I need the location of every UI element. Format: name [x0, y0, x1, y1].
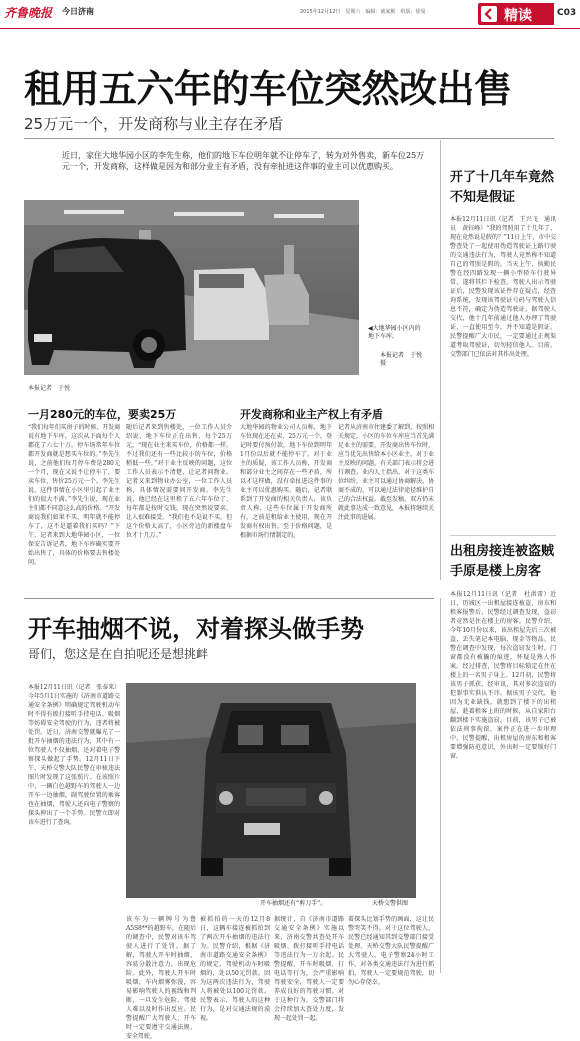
column-divider [440, 140, 441, 580]
main-lead: 近日，家住大地华园小区的李先生称，他们的地下车位明年就不让停车了，转为对外售卖，新车位25万元一个，开发商称，这样做是因为和部分业主有矛盾，没有牵扯进这件事的业主可以优惠购买。 [62, 151, 425, 171]
main-col3-head: 开发商称和业主产权上有矛盾 [240, 408, 383, 421]
side-story-1-text: 本报12月11日讯（记者 王兴飞 通讯员 黄钰峰）“我的驾照用了十几年了，现在竟然说是假的？”11日上午，市中交警查处了一起使用伪造驾驶证上路行驶的交通违法行为，驾驶人竟然称不知道自己的驾照是假的。当天上午，执勤民警在经四路发现一辆小型轿车行驶异常，遂将其拦下检查。驾驶人出示驾驶证后，民警发现该证件存在疑点，经查询系统，发现该驾驶证号码与驾驶人信息不符，确定为伪造驾驶证。据驾驶人交代，他十几年前通过他人办理了驾驶证，一直使用至今，并不知道是假证。民警提醒广大市民，一定要通过正规渠道考取驾驶证，切勿轻信他人。目前，交警部门已依法对其作出处理。 [450, 216, 556, 358]
headline-rule [24, 138, 554, 139]
masthead-rule [0, 28, 580, 29]
page-number: C03 [557, 8, 577, 18]
side-story-2-headline: 出租房接连被盗贼手原是楼上房客 [450, 544, 555, 579]
main-col1-head: 一月280元的车位，要卖25万 [28, 408, 177, 421]
garage-photo-reporter: 本报记者 于悦 摄 [380, 352, 429, 367]
smoking-driver-photo [126, 683, 416, 898]
masthead [0, 0, 580, 30]
main-col2-text: 随后记者来到售楼处，一位工作人员介绍说，地下车位正在出售，每个25万元，“现在业主来买车位，价格都一样。不过我们还有一些比较小的车位，价格稍低一些。”对于业主反映的问题，这位工作人员表示不清楚，让记者问物业。记者又来到物业办公室，一位工作人员称，具体情况需要问开发商。李先生说，他已经在这里租了五六年车位了，每年都是按时交钱，现在突然说要卖，让人很难接受。“我们也不是说不买，但这个价格太高了，小区旁边的新楼盘车位才十几万。” [126, 424, 232, 539]
main-col3-text: 大地华园的物业公司人员称，地下车位现在还在卖，25万元一个，登记时要付预付款，地下车位到明年1月份以后就不能停车了。对于业主的质疑，该工作人员称，开发商和部分业主之间存在一些矛盾，所以才这样做，没有牵扯进这件事的业主可以优惠购买。随后，记者联系到了开发商的相关负责人，该负责人称，这些车位属于开发商所有，之前是租给业主使用，现在开发商有权出售。至于价格问题，是根据市场行情制定的。 [240, 424, 332, 539]
lower-column-divider [440, 598, 441, 973]
column-label: 精读 [504, 8, 532, 24]
second-col1-text: 本报12月11日讯（记者 张泰来）今年5月1日实施的《济南市道路交通安全条例》明确规定驾驶机动车时不得有拨打接听手持电话、吸烟等妨碍安全驾驶的行为，违者将被处罚。近日，济南交警就曝光了一批开车抽烟的违法行为，其中有一位驾驶人不仅抽烟，还对着电子警察探头做起了手势。12月11日下午，天桥交警大队民警在审核违法图片时发现了这张照片。在该照片中，一辆白色越野车的驾驶人一边开车一边抽烟，副驾驶位置的乘客也在抽烟，驾驶人还向电子警察的探头伸出了一个手势。民警立即对该车进行了查询。 [28, 684, 120, 826]
second-story-rule [24, 598, 434, 599]
second-headline: 开车抽烟不说，对着探头做手势 [28, 615, 364, 643]
second-col4-text: 据统计，自《济南市道路交通安全条例》实施以来，济南交警共查处开车吸烟、拨打接听手持电话等违法行为一万余起。民警提醒，开车时吸烟、打电话等行为，会严重影响驾驶安全，驾驶人一定要养成良好的驾驶习惯。对于这种行为，交警部门将会持续加大查处力度，发现一起处罚一起。 [274, 916, 344, 1022]
side-story-1-headline: 开了十几年车竟然不知是假证 [450, 170, 555, 205]
main-headline: 租用五六年的车位突然改出售 [24, 67, 512, 111]
smoking-photo-credit: 天桥交警供图 [372, 900, 409, 907]
masthead-date-info: 2015年12月12日 星期六 编辑：戚家彬 组版：徐曼 [300, 9, 426, 15]
sidebar-rule [450, 535, 556, 536]
side-story-2-text: 本报12月11日讯（记者 杜洪雷）近日，历城区一出租屋接连被盗，房东和租客报警后，民警经过调查发现，盗窃者竟然是住在楼上的房客。民警介绍，今年10月份以来，该出租屋先后三次被盗，丢失笔记本电脑、现金等物品。民警在调查中发现，每次盗窃发生时，门窗都没有被撬的痕迹，怀疑是熟人作案。经过排查，民警将目标锁定在住在楼上的一名男子身上。12月初，民警将该男子抓获，经审讯，其对多次盗窃的犯罪事实供认不讳。据该男子交代，他因为无业缺钱，就想到了楼下的出租屋，趁着租客上班的时候，从自家阳台翻到楼下实施盗窃。目前，该男子已被依法刑事拘留，案件正在进一步审理中。民警提醒，出租房屋的房东和租客要增强防范意识，外出时一定要锁好门窗。 [450, 591, 556, 760]
second-subheadline: 哥们，您这是在自拍呢还是想挑衅 [28, 647, 209, 661]
garage-photo-caption: ◀大地华园小区内的地下车库。 [368, 325, 421, 340]
smoking-photo-caption: 开车抽烟还有“剪刀手”。 [260, 900, 327, 907]
second-col5-text: 着探头比划手势的画面，这让民警哭笑不得。对于这位驾驶人，民警已经通知其到交警部门接受处理。天桥交警大队民警提醒广大驾驶人，电子警察24小时工作，对各类交通违法行为进行抓拍，驾驶人一定要规范驾驶，切勿心存侥幸。 [348, 916, 434, 986]
column-tab [478, 3, 554, 25]
masthead-section: 今日济南 [62, 7, 94, 16]
second-col3-text: 被抓拍的一天的12月8日，这辆车接连被抓拍到了两次开车抽烟的违法行为。民警介绍，根据《济南市道路交通安全条例》的规定，驾驶机动车时吸烟的，处以50元罚款。因为这两次违法行为，驾驶人将被处以100元罚款。民警表示，驾驶人的这种行为，是对交通法规的漠视。 [200, 916, 270, 1022]
garage-photo-credit: 本报记者 于悦 [28, 385, 71, 392]
chevron-icon [481, 6, 497, 22]
garage-photo [24, 200, 359, 375]
main-col1-text: “我们每年们买房子的时候，开发商说有地下车库，这次从下面每个人都花了六七十万。停车场常年车位都开发商就是想买车位的。”李先生说，之前他们每月停车费是280元一个月，现在又说不让停车了，要卖车位，售价25万元一个。李先生说，这件事情在小区里引起了业主们的很大不满。”李先生说，现在业主们都不同意这么高的价格。“开发商说我们如果不买，明年就不能停车了，这不是逼着我们买吗？”下午，记者来到大地华园小区，一位保安告诉记者，地下车库确实要开始出售了，具体的价格要去售楼处问。 [28, 424, 120, 566]
main-subheadline: 25万元一个，开发商称与业主存在矛盾 [24, 115, 284, 133]
main-col4-text: 记者从济南市住建委了解到，按照相关规定，小区的车位车库应当首先满足业主的需要，开发商出售车位时，应当优先出售给本小区业主。对于业主反映的问题，有关部门表示将会进行调查。业内人士指出，对于这类车位纠纷，业主可以通过协商解决，协商不成的，可以通过法律途径维护自己的合法权益。截至发稿，双方仍未就此事达成一致意见，本报将继续关注此事的进展。 [338, 424, 434, 521]
masthead-logo: 齐鲁晚报 [4, 6, 53, 20]
second-col2-text: 该车为一辆牌号为鲁A5S8**的越野车，在随后的调查中，民警对该车驾驶人进行了处罚。据了解，驾驶人开车时抽烟，容易分散注意力，出现危险。此外，驾驶人开车时吸烟，车内烟雾弥漫，容易影响驾驶人的视线和判断，一旦发生危险，驾驶人难以及时作出反应。民警提醒广大驾驶人，开车时一定要遵守交通法规，安全驾驶。 [126, 916, 196, 1040]
